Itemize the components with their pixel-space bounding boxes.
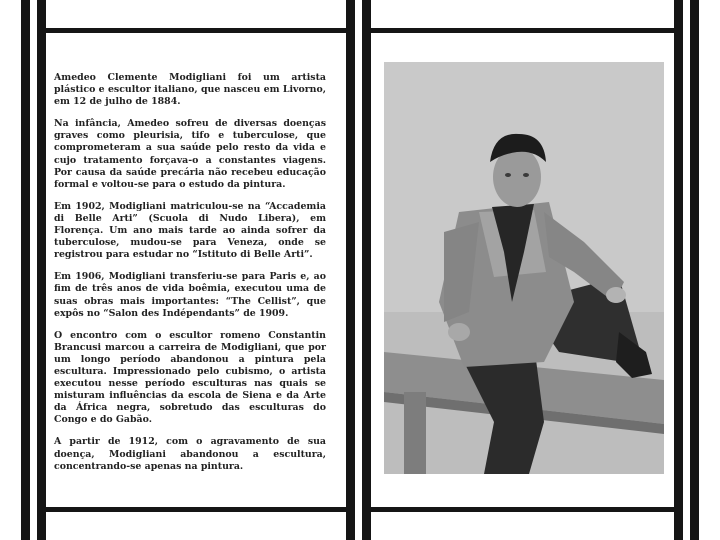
paragraph-brancusi: O encontro com o escultor romeno Constantin Brancusi marcou a carreira de Modigliani, que por um longo período abandonou a pintura pela escultura. Impressionado pelo cubismo, o artista executou nesse período esculturas nas quais se misturam influências da escola de Siena e da Arte da África negra, sobretudo das esculturas do Congo e do Gabão. — [54, 329, 326, 426]
frame-bottom-rule-left — [46, 507, 346, 512]
paragraph-paris: Em 1906, Modigliani transferiu-se para Paris e, ao fim de três anos de vida boêmia, executou uma de suas obras mais importantes: “The Cellist”, que expôs no “Salon des Indépendants” de 1909. — [54, 271, 326, 319]
frame-top-rule-left — [46, 28, 346, 33]
portrait-photo — [384, 62, 664, 474]
frame-bar-left-inner — [37, 0, 46, 540]
frame-bar-middle-left — [346, 0, 355, 540]
frame-bottom-rule-right — [371, 507, 683, 512]
frame-top-rule-right — [371, 28, 683, 33]
paragraph-childhood: Na infância, Amedeo sofreu de diversas doenças graves como pleurisia, tifo e tuberculose, que comprometeram a sua saúde pelo resto da vida e cujo tratamento forçava-o a constantes viagens. Por causa da saúde precária não recebeu educação formal e voltou-se para o estudo da pintura. — [54, 118, 326, 190]
paragraph-florence: Em 1902, Modigliani matriculou-se na “Accademia di Belle Arti” (Scuola di Nudo Libera), em Florença. Um ano mais tarde ao ainda sofrer da tuberculose, mudou-se para Veneza, onde se registrou para estudar no “Istituto di Belle Arti”. — [54, 200, 326, 261]
frame-bar-right-inner — [674, 0, 683, 540]
paragraph-1912: A partir de 1912, com o agravamento de sua doença, Modigliani abandonou a escultura, concentrando-se apenas na pintura. — [54, 436, 326, 472]
paragraph-birth: Amedeo Clemente Modigliani foi um artista plástico e escultor italiano, que nasceu em Livorno, em 12 de julho de 1884. — [54, 72, 326, 108]
frame-bar-right-outer — [690, 0, 699, 540]
frame-bar-left-outer — [21, 0, 30, 540]
frame-bar-middle-right — [362, 0, 371, 540]
biography-text — [54, 72, 326, 483]
portrait-illustration — [384, 62, 664, 474]
